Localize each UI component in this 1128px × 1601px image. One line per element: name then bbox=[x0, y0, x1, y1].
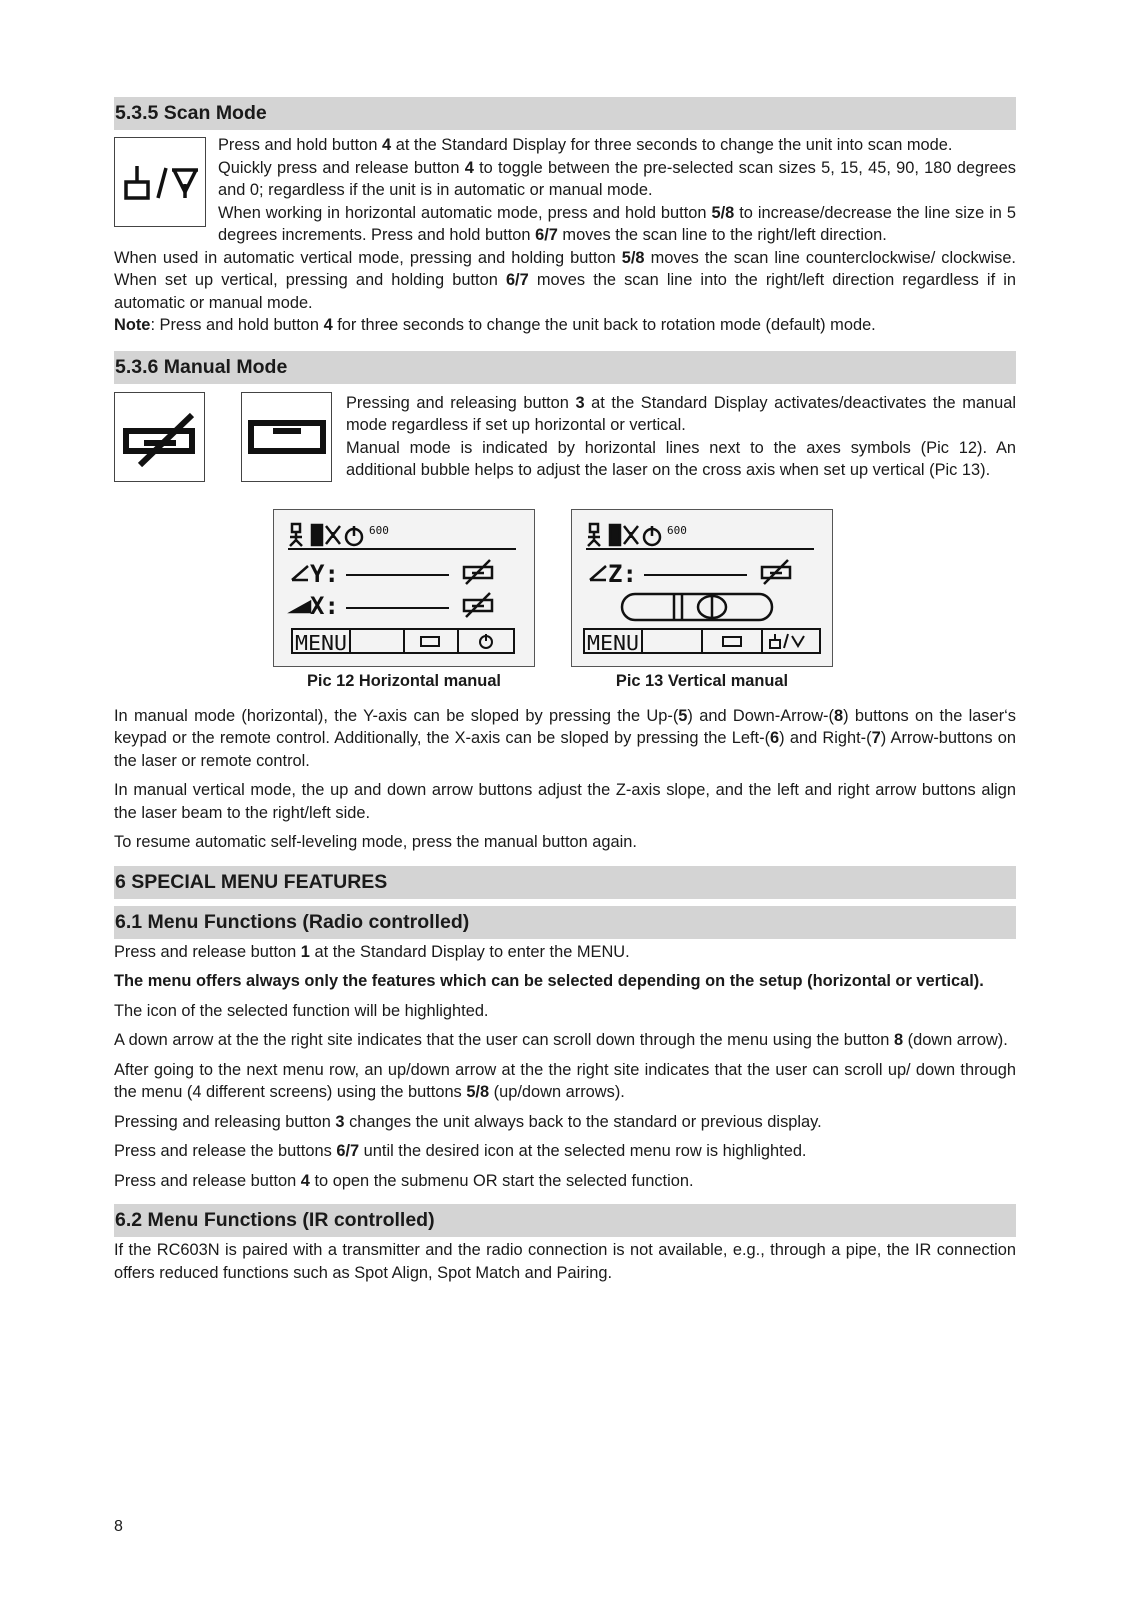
manual-mode-para-1: Pressing and releasing button 3 at the Standard Display activates/deactivates the manual mode regardless if set up horizontal or vertical. bbox=[346, 393, 1016, 434]
menu-radio-para-8: Press and release button 4 to open the submenu OR start the selected function. bbox=[114, 1171, 694, 1190]
receiver-icon bbox=[290, 524, 302, 546]
manual-mode-para-2: Manual mode is indicated by horizontal lines next to the axes symbols (Pic 12). An additional bubble helps to adjust the laser on the cross axis when set up vertical (Pic 13). bbox=[346, 438, 1016, 479]
receiver-icon bbox=[588, 524, 600, 546]
menu-radio-para-2: The menu offers always only the features which can be selected depending on the setup (horizontal or vertical). bbox=[114, 972, 984, 990]
timer-icon bbox=[644, 526, 660, 545]
scan-mode-icon bbox=[122, 162, 198, 202]
caption-pic12: Pic 12 Horizontal manual bbox=[306, 671, 501, 690]
menu-radio-para-1: Press and release button 1 at the Standard Display to enter the MENU. bbox=[114, 942, 630, 961]
axis-label-z: Z: bbox=[608, 559, 637, 588]
manual-icon-box-2 bbox=[241, 392, 332, 482]
scan-mode-icon-box bbox=[114, 137, 206, 227]
manual-mode-figures bbox=[114, 509, 1016, 693]
manual-crossed-symbol-1 bbox=[464, 560, 492, 584]
manual-mode-crossed-icon bbox=[120, 407, 200, 467]
manual-mode-para-5: To resume automatic self-leveling mode, press the manual button again. bbox=[114, 833, 637, 851]
scan-mode-para-2: Quickly press and release button 4 to toggle between the pre-selected scan sizes 5, 15, 45, 90, 180 degrees and 0; regardless if the unit is in automatic or manual mode. bbox=[218, 158, 1016, 199]
scan-mode-note: Note: Press and hold button 4 for three seconds to change the unit back to rotation mode (default) mode. bbox=[114, 316, 876, 334]
bubble-level-indicator bbox=[622, 594, 772, 620]
section-header-special-menu: 6 SPECIAL MENU FEATURES bbox=[114, 866, 1016, 899]
lcd-horizontal-manual bbox=[273, 509, 535, 667]
manual-mode-intro bbox=[114, 392, 1016, 482]
menu-radio-para-5: After going to the next menu row, an up/down arrow at the the right site indicates that the user can scroll up/ down through the menu (4 different screens) using the buttons 5/8 (up/down arrows). bbox=[114, 1060, 1016, 1101]
scan-mode-para-3: When working in horizontal automatic mode, press and hold button 5/8 to increase/decrease the line size in 5 degrees increments. Press and hold button 6/7 moves the scan line to the right/left direction. bbox=[218, 203, 1017, 244]
scan-mode-para-4: When used in automatic vertical mode, pressing and holding button 5/8 moves the scan line counterclockwise/ clockwise. When set up vertical, pressing and holding button 6/7 moves the scan line into the right/left direction regardless if in automatic or manual mode. bbox=[114, 248, 1016, 312]
antenna-icon bbox=[326, 526, 340, 544]
axis-label-y: Y: bbox=[310, 559, 339, 588]
slope-icon bbox=[292, 566, 308, 580]
manual-crossed-symbol bbox=[762, 560, 790, 584]
lcd-vertical-manual bbox=[571, 509, 833, 667]
battery-icon bbox=[312, 525, 322, 545]
manual-crossed-symbol-2 bbox=[464, 593, 492, 617]
lcd-menu-label: MENU bbox=[587, 630, 639, 655]
section-header-scan-mode: 5.3.5 Scan Mode bbox=[114, 97, 1016, 130]
menu-radio-para-7: Press and release the buttons 6/7 until the desired icon at the selected menu row is highlighted. bbox=[114, 1142, 807, 1160]
slope-icon bbox=[590, 566, 606, 580]
lcd-manual-key-icon bbox=[421, 637, 439, 646]
manual-page bbox=[114, 97, 1016, 1284]
menu-ir-para-1: If the RC603N is paired with a transmitter and the radio connection is not available, e.g., through a pipe, the IR connection offers reduced functions such as Spot Align, Spot Match and Pairing. bbox=[114, 1241, 1016, 1282]
scan-mode-para-1: Press and hold button 4 at the Standard Display for three seconds to change the unit into scan mode. bbox=[218, 136, 953, 154]
figure-pic12 bbox=[273, 509, 535, 693]
caption-pic13: Pic 13 Vertical manual bbox=[615, 671, 789, 690]
antenna-icon bbox=[624, 526, 638, 544]
lcd-menu-label: MENU bbox=[295, 630, 347, 655]
lcd-manual-key-icon bbox=[723, 637, 741, 646]
slope-filled-icon bbox=[292, 602, 310, 612]
lcd-rotation-key-icon bbox=[480, 634, 492, 648]
section-header-manual-mode: 5.3.6 Manual Mode bbox=[114, 351, 1016, 384]
section-header-menu-ir: 6.2 Menu Functions (IR controlled) bbox=[114, 1204, 1016, 1237]
figure-pic13 bbox=[571, 509, 833, 693]
manual-mode-para-4: In manual vertical mode, the up and down arrow buttons adjust the Z-axis slope, and the left and right arrow buttons align the laser beam to the right/left side. bbox=[114, 781, 1016, 822]
manual-mode-para-3: In manual mode (horizontal), the Y-axis can be sloped by pressing the Up-(5) and Down-Arrow-(8) buttons on the laser‘s keypad or the remote control. Additionally, the X-axis can be sloped by pressing the Left-(6) and Right-(7) Arrow-buttons on the laser or remote control. bbox=[114, 706, 1017, 770]
axis-label-x: X: bbox=[310, 591, 339, 620]
battery-icon bbox=[610, 525, 620, 545]
page-number: 8 bbox=[114, 1518, 123, 1535]
manual-mode-icon bbox=[247, 417, 327, 457]
lcd-scan-key-icon bbox=[770, 634, 804, 648]
section-header-menu-radio: 6.1 Menu Functions (Radio controlled) bbox=[114, 906, 1016, 939]
menu-radio-para-6: Pressing and releasing button 3 changes the unit always back to the standard or previous display. bbox=[114, 1112, 822, 1131]
manual-icon-box-1 bbox=[114, 392, 205, 482]
menu-radio-para-3: The icon of the selected function will be highlighted. bbox=[114, 1001, 489, 1020]
timer-icon bbox=[346, 526, 362, 545]
timer-value: 600 bbox=[667, 523, 687, 537]
menu-radio-para-4: A down arrow at the the right site indicates that the user can scroll down through the menu using the button 8 (down arrow). bbox=[114, 1031, 1008, 1049]
timer-value: 600 bbox=[369, 523, 389, 537]
